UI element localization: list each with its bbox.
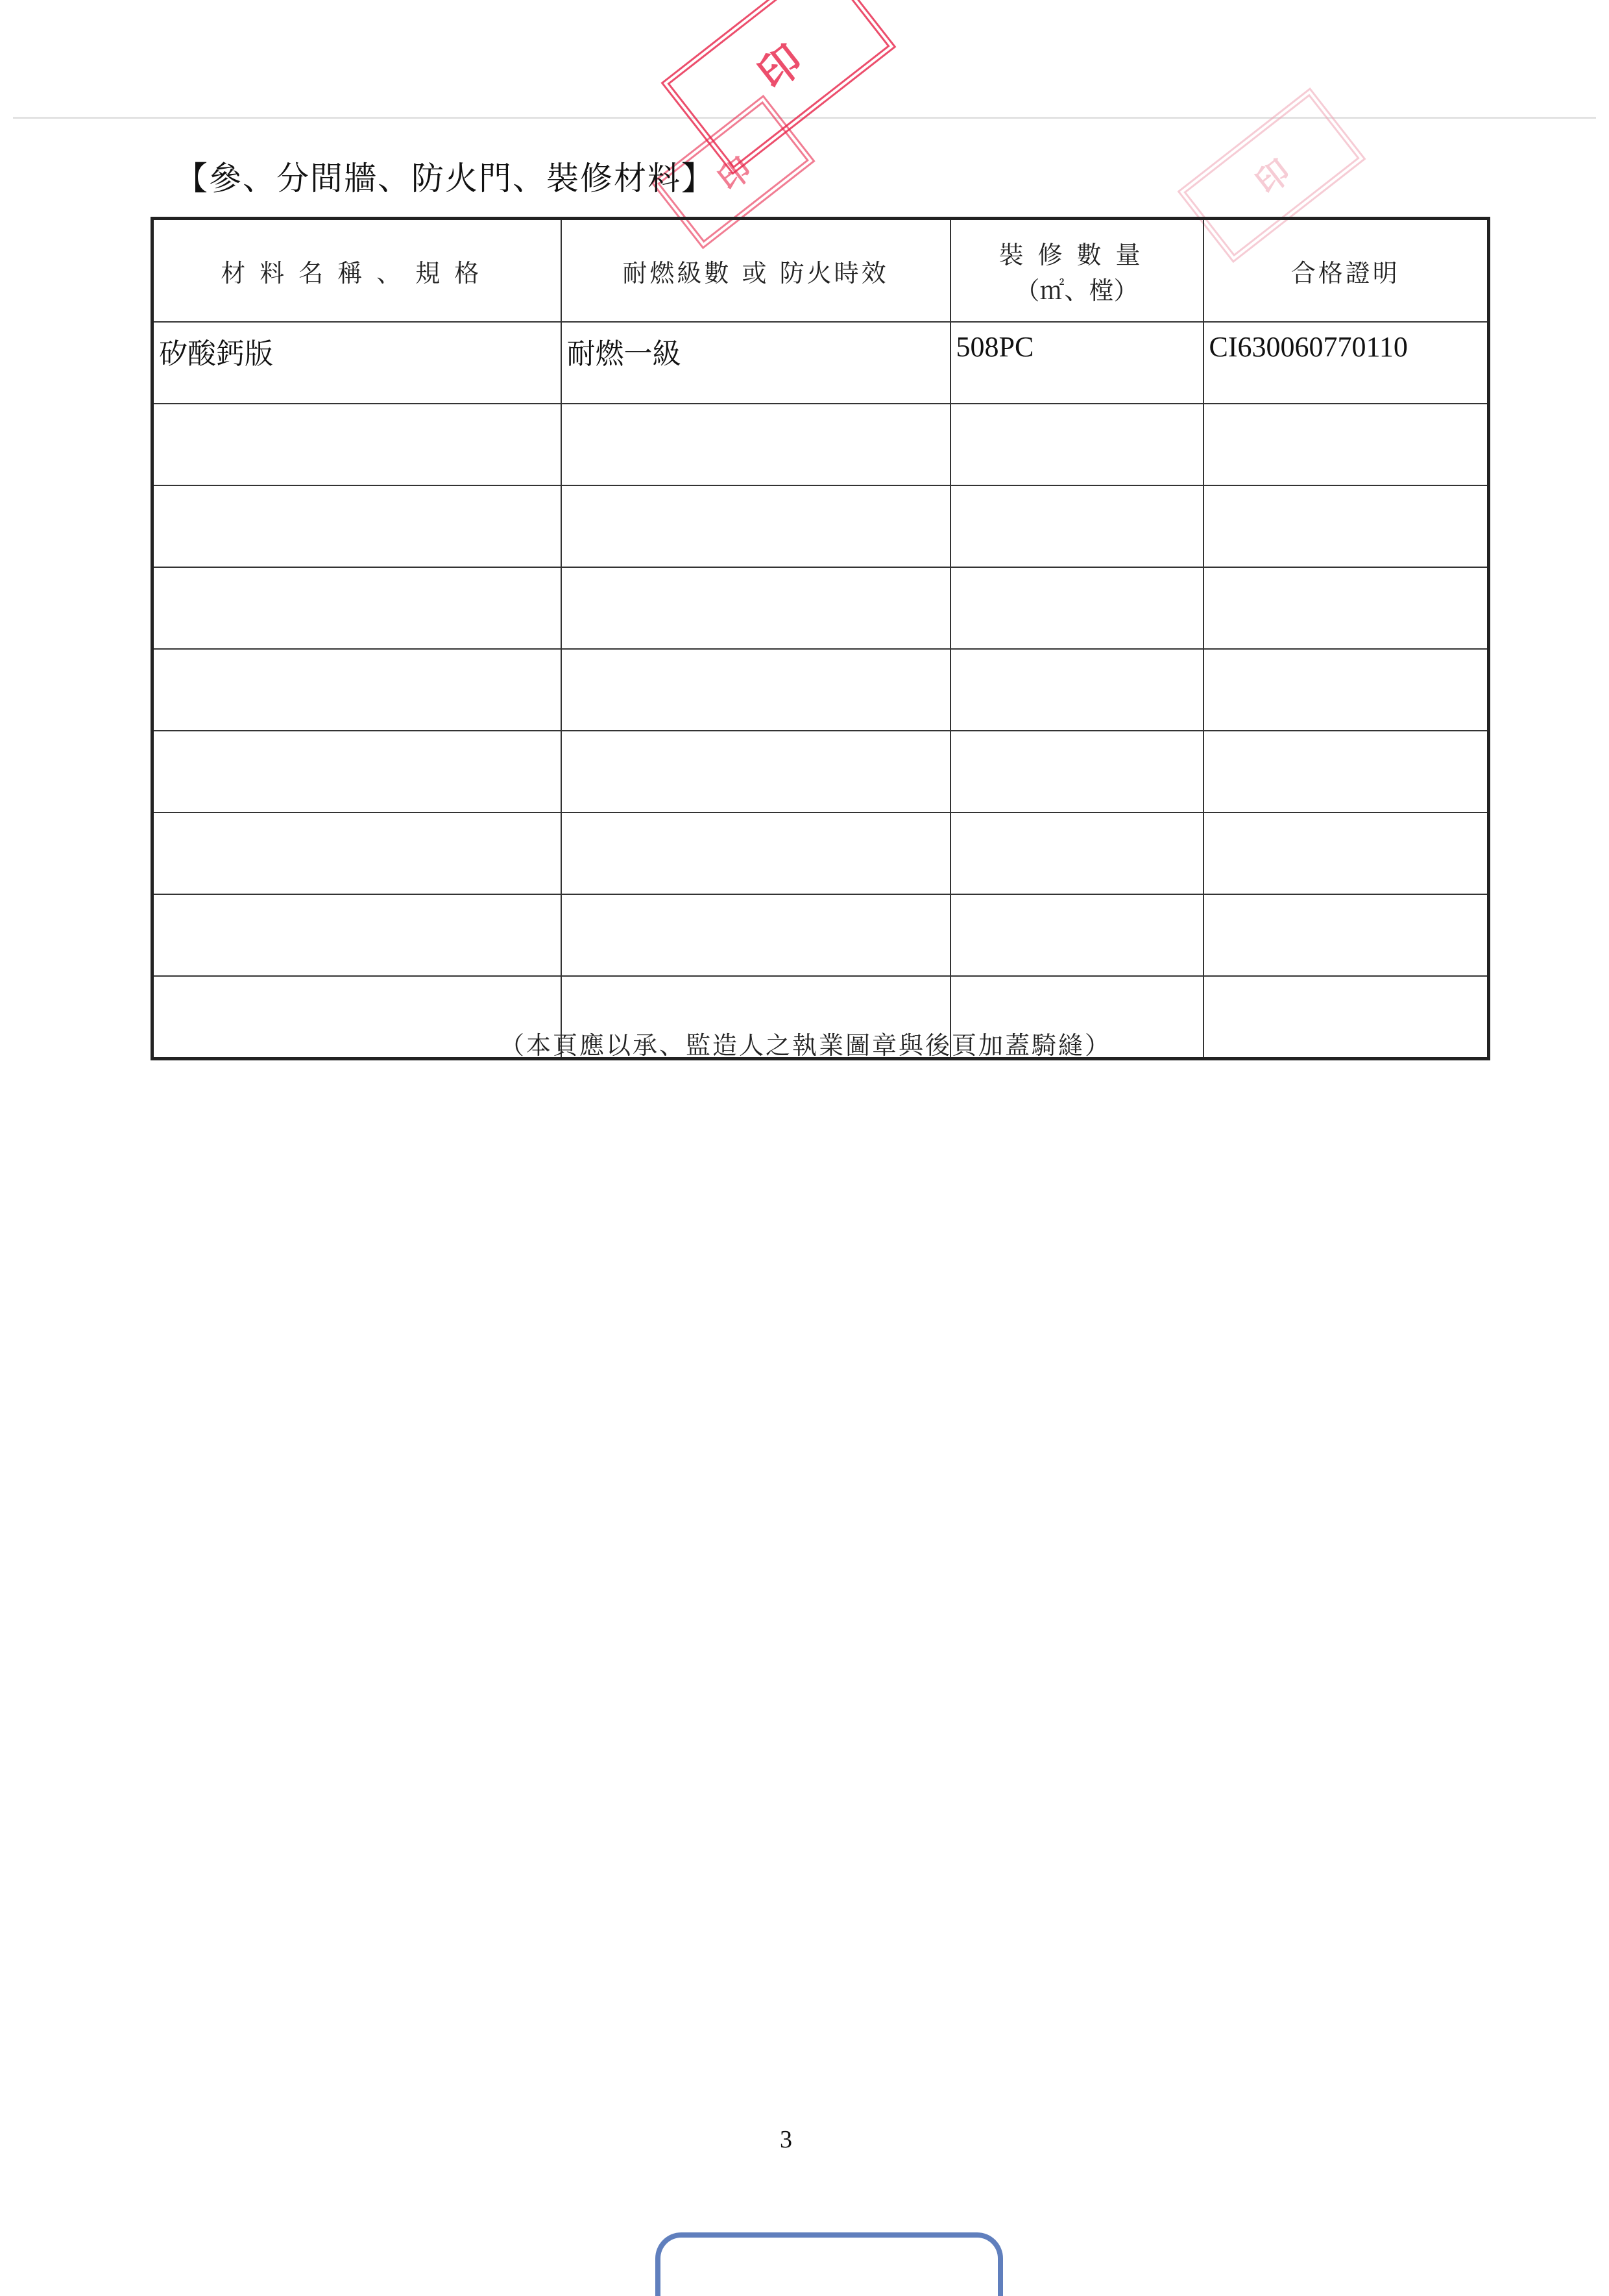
cell-material-name [152,812,561,894]
cell-quantity [950,485,1204,567]
cell-fire-grade [561,731,950,812]
cell-fire-grade [561,894,950,976]
header-quantity-unit: （㎡、樘） [1015,276,1139,305]
cell-certificate [1204,894,1489,976]
table-row [152,567,1489,649]
table-row [152,894,1489,976]
footnote: （本頁應以承、監造人之執業圖章與後頁加蓋騎縫） [500,1031,1112,1060]
section-title: 【參、分間牆、防火門、裝修材料】 [175,160,715,197]
cell-certificate [1204,649,1489,731]
materials-table [151,217,1490,1060]
cell-quantity [950,812,1204,894]
cell-quantity [950,731,1204,812]
cell-fire-grade: 耐燃一級 [561,322,950,404]
table-row [152,485,1489,567]
header-fire-grade: 耐燃級數 或 防火時效 [561,219,950,323]
header-quantity [950,219,1204,323]
cell-fire-grade [561,812,950,894]
table-row [152,812,1489,894]
cell-fire-grade [561,485,950,567]
cell-fire-grade [561,567,950,649]
cell-certificate [1204,567,1489,649]
cell-certificate [1204,976,1489,1059]
table-row [152,649,1489,731]
cell-material-name [152,731,561,812]
page-number: 3 [780,2126,792,2153]
cell-fire-grade [561,404,950,485]
header-quantity-label: 裝修數量 [998,241,1155,269]
table-row [152,404,1489,485]
cell-certificate [1204,731,1489,812]
cell-material-name [152,404,561,485]
red-seal-stamp-middle: 印 [651,95,815,249]
cell-quantity [950,894,1204,976]
header-material-name: 材料名稱、規格 [152,219,561,323]
cell-material-name [152,485,561,567]
cell-quantity [950,567,1204,649]
cell-certificate [1204,404,1489,485]
cell-certificate [1204,485,1489,567]
cell-material-name [152,567,561,649]
red-seal-stamp-top: 印 [661,0,897,175]
cell-quantity [950,404,1204,485]
cell-material-name [152,649,561,731]
cell-material-name [152,894,561,976]
cell-quantity [950,649,1204,731]
cell-material-name: 矽酸鈣版 [152,322,561,404]
table-row [152,731,1489,812]
cell-certificate [1204,812,1489,894]
blue-stamp-partial [655,2232,1003,2296]
red-seal-stamp-right: 印 [1177,88,1366,263]
table-body [152,322,1489,1059]
cell-certificate: CI630060770110 [1204,322,1489,404]
cell-quantity: 508PC [950,322,1204,404]
table-header-row [152,219,1489,323]
cell-fire-grade [561,649,950,731]
header-certificate: 合格證明 [1204,219,1489,323]
table-row [152,322,1489,404]
